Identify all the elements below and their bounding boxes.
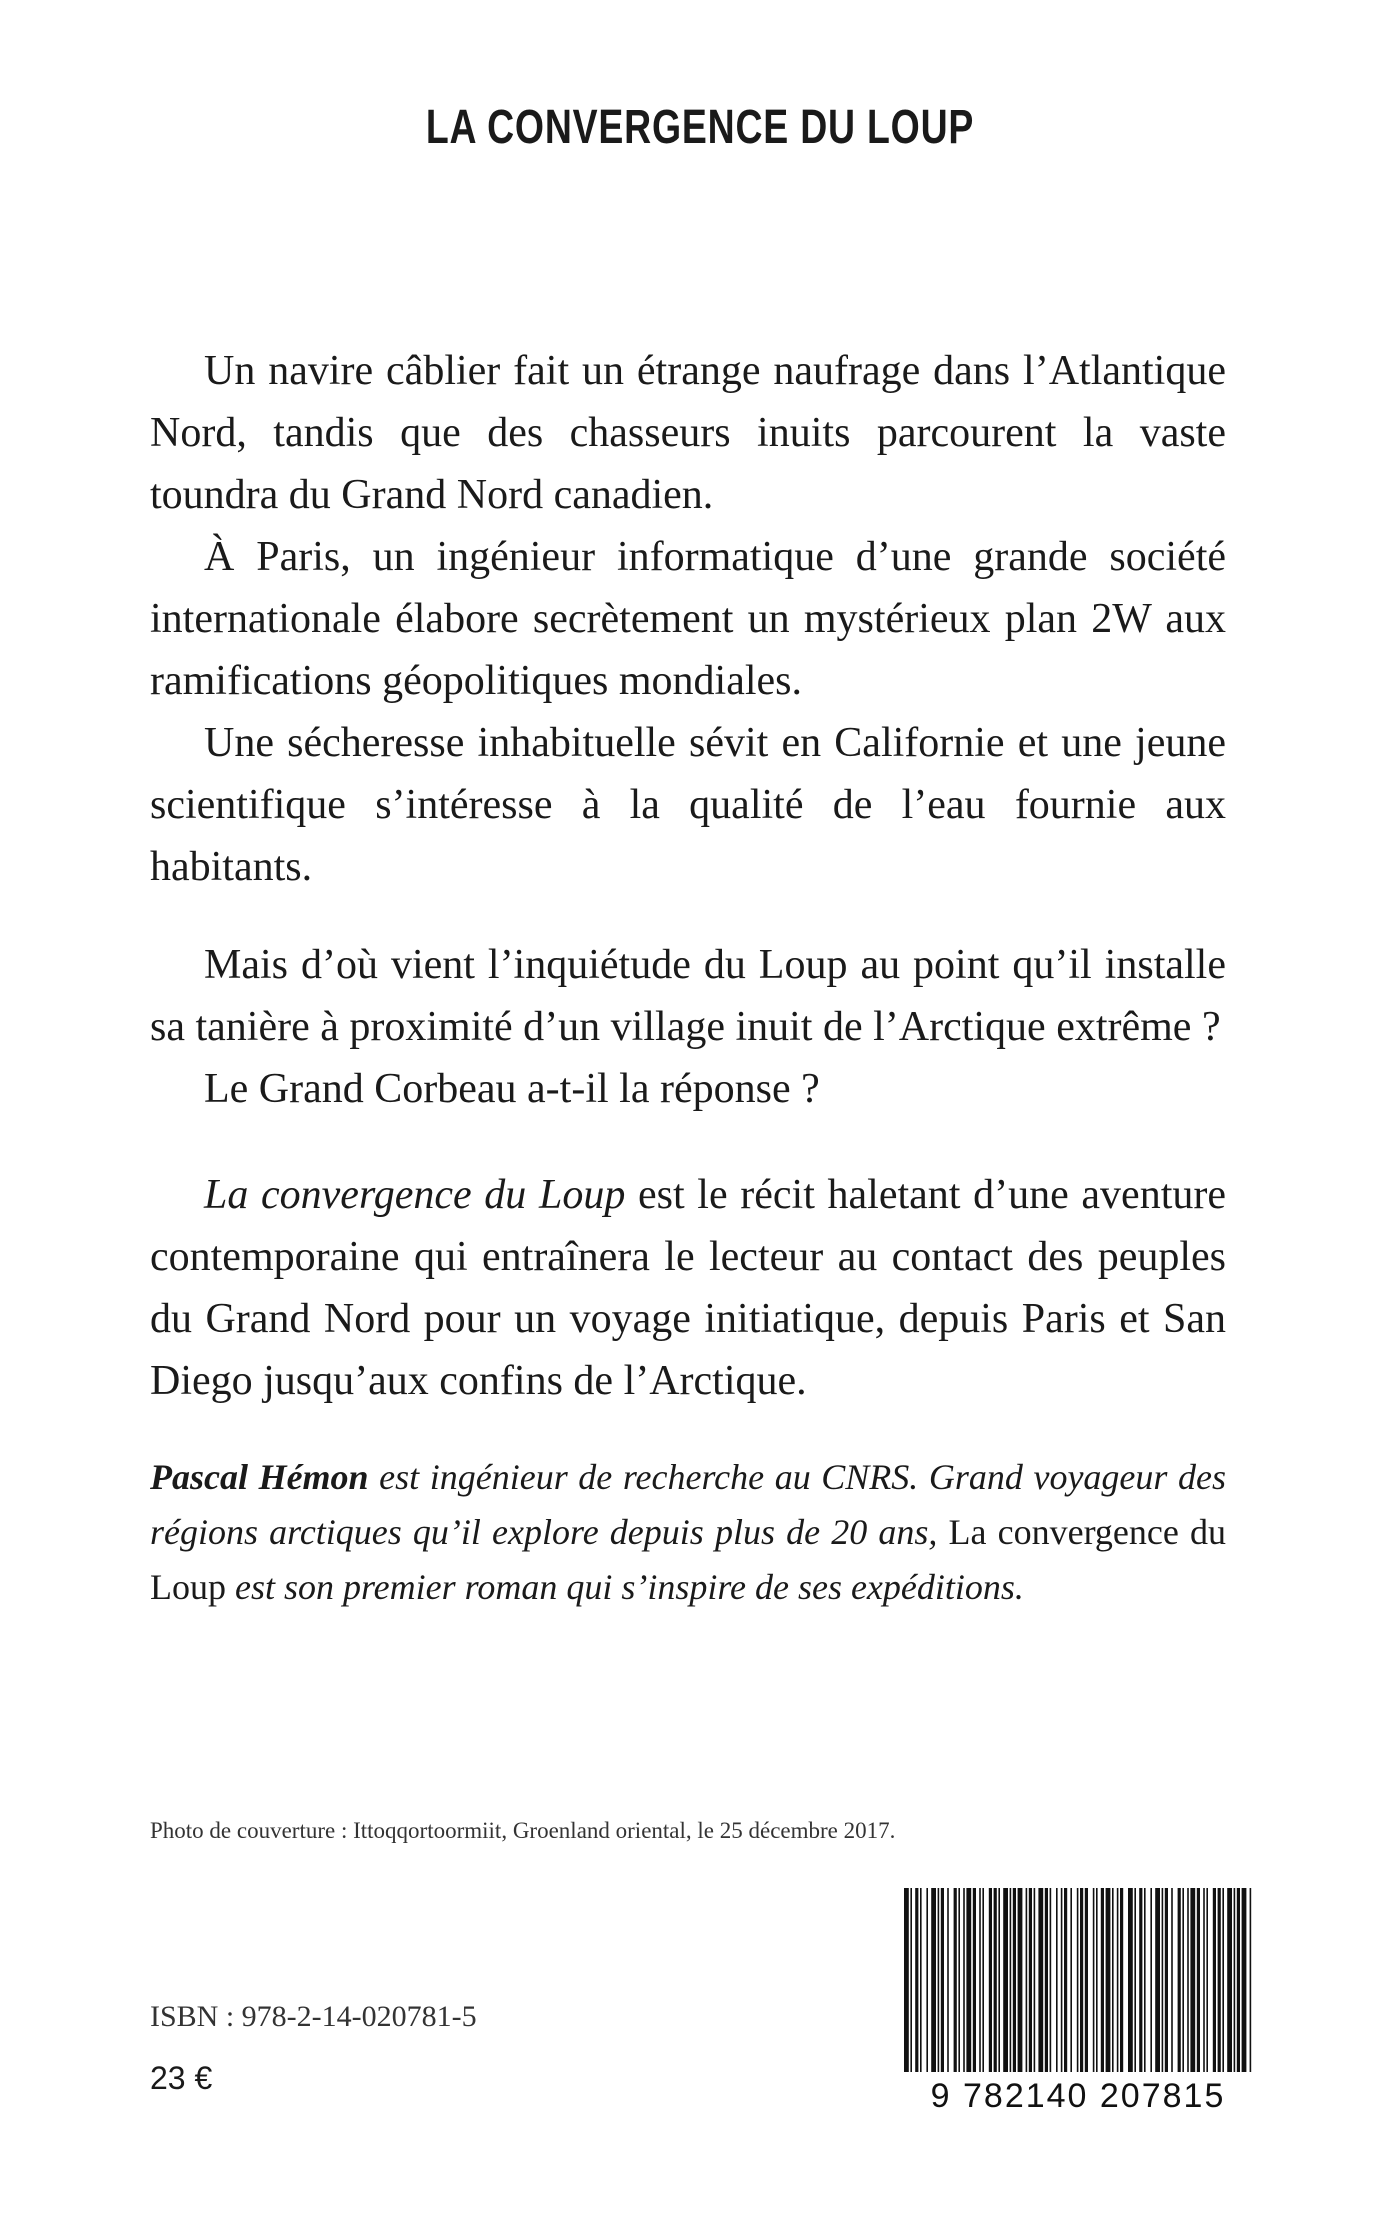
author-bio-text: est ingénieur de recherche au CNRS. Grand voyageur des régions arctiques qu’il explore depuis plus de 20 ans, — [150, 1457, 1227, 1552]
blurb-paragraph: Un navire câblier fait un étrange naufrage dans l’Atlantique Nord, tandis que des chasseurs inuits parcourent la vaste toundra du Grand Nord canadien. — [150, 348, 1226, 518]
blurb-paragraph: Une sécheresse inhabituelle sévit en Californie et une jeune scientifique s’intéresse à la qualité de l’eau fournie aux habitants. — [150, 720, 1226, 890]
author-bio-paragraph — [150, 1450, 1226, 1615]
author-bio-book-title: La convergence du Loup — [150, 1512, 1226, 1607]
barcode-digits: 9 782140 207815 — [902, 2072, 1254, 2120]
blurb-summary-text: est le récit haletant d’une aventure contemporaine qui entraînera le lecteur au contact des peuples du Grand Nord pour un voyage initiatique, depuis Paris et San Diego jusqu’aux confins de l’Arctique. — [150, 1172, 1226, 1404]
blurb-paragraph: Le Grand Corbeau a-t-il la réponse ? — [204, 1066, 820, 1112]
author-bio — [150, 1450, 1226, 1615]
blurb-book-title: La convergence du Loup — [204, 1172, 626, 1218]
isbn: ISBN : 978-2-14-020781-5 — [150, 2000, 477, 2033]
back-cover-blurb — [150, 340, 1226, 1412]
book-title: LA CONVERGENCE DU LOUP — [425, 101, 975, 154]
blurb-paragraph: À Paris, un ingénieur informatique d’une grande société internationale élabore secrètement un mystérieux plan 2W aux ramifications géopolitiques mondiales. — [150, 534, 1226, 704]
blurb-paragraph: Mais d’où vient l’inquiétude du Loup au point qu’il installe sa tanière à proximité d’un village inuit de l’Arctique extrême ? — [150, 942, 1226, 1050]
author-name: Pascal Hémon — [150, 1457, 369, 1497]
price: 23 € — [150, 2060, 213, 2096]
photo-credit: Photo de couverture : Ittoqqortoormiit, Groenland oriental, le 25 décembre 2017. — [150, 1818, 896, 1843]
author-bio-text-end: est son premier roman qui s’inspire de ses expéditions. — [226, 1567, 1024, 1607]
blurb-paragraph-summary — [150, 1164, 1226, 1412]
